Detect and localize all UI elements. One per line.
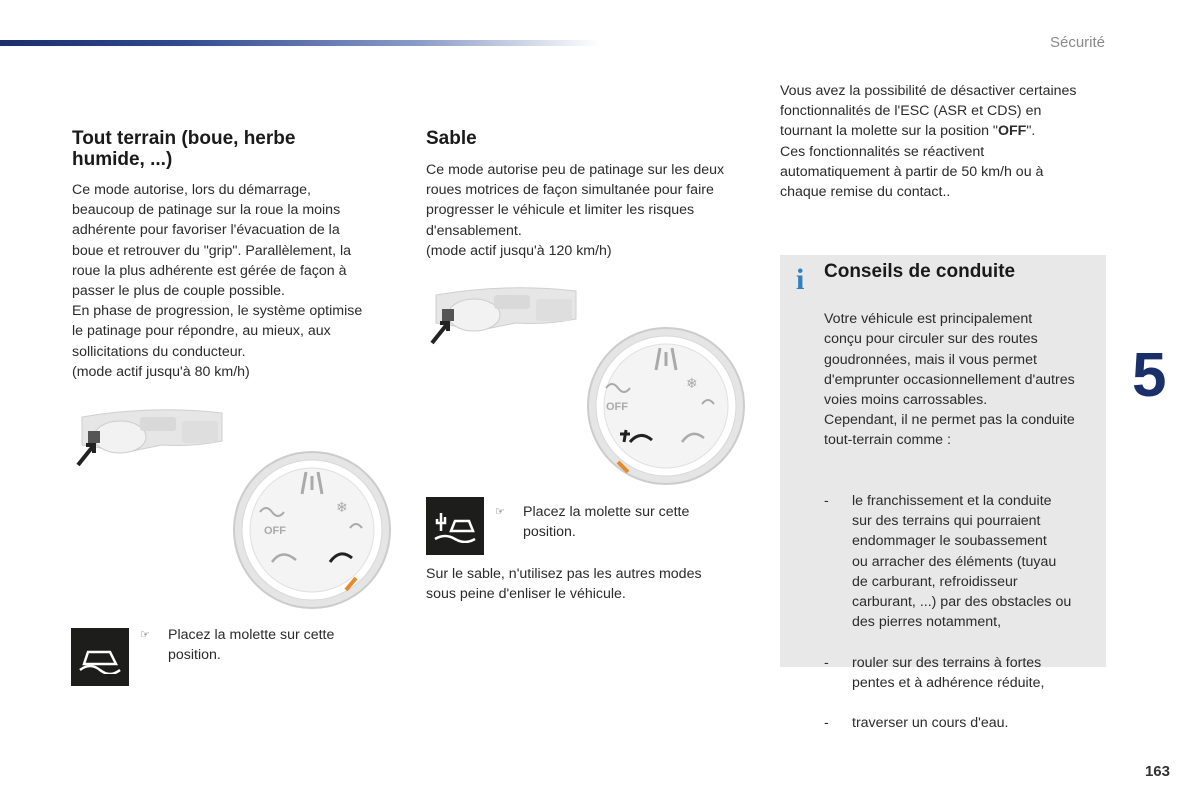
- svg-text:❄: ❄: [686, 375, 698, 391]
- mud-instruction-text: Placez la molette sur cette position.: [168, 627, 335, 664]
- esc-off-label: OFF: [997, 123, 1027, 140]
- dashboard-illustration-icon: [426, 283, 586, 348]
- svg-text:❄: ❄: [336, 499, 348, 515]
- sand-instruction: [495, 502, 755, 544]
- mud-mode-icon: [71, 628, 129, 686]
- sand-mode-icon: [426, 497, 484, 555]
- mud-section: [72, 128, 402, 382]
- mud-description: Ce mode autorise, lors du démarrage, beaucoup de patinage sur la roue la moins adhérente pour favoriser l'évacuation de la boue et retrouver du "grip". Parallèlement, la roue la plus adhérente est gérée de façon à passer le plus de couple possible. En phase de progression, le système optimise le patinage pour répondre, au mieux, aux sollicitations du conducteur. (mode actif jusqu'à 80 km/h): [72, 182, 363, 380]
- esc-intro-before: Vous avez la possibilité de désactiver certaines fonctionnalités de l'ESC (ASR et CDS) en tournant la molette sur la position ": [780, 83, 1077, 140]
- sand-instruction-text: Placez la molette sur cette position.: [523, 504, 690, 541]
- list-item-text: rouler sur des terrains à fortes pentes et à adhérence réduite,: [852, 654, 1045, 691]
- list-item-text: traverser un cours d'eau.: [852, 715, 1009, 732]
- list-item-text: le franchissement et la conduite sur des terrains qui pourraient endommager le soubassement ou arracher des éléments (tuyau de carburant, refroidisseur carburant, ...) par des obstacles ou des pierres notamment,: [852, 493, 1072, 631]
- section-title: Sécurité: [1049, 34, 1105, 51]
- sand-description: Ce mode autorise peu de patinage sur les deux roues motrices de façon simultanée pour faire progresser le véhicule et limiter les risques d'ensablement. (mode actif jusqu'à 120 km/h): [426, 162, 725, 259]
- tip-list: [824, 471, 1102, 754]
- sand-warning: Sur le sable, n'utilisez pas les autres modes sous peine d'enliser le véhicule.: [426, 566, 702, 603]
- esc-intro: [780, 81, 1120, 202]
- tip-body: [824, 289, 1102, 774]
- header-gradient-bar: [0, 40, 600, 46]
- dashboard-illustration-icon: [72, 405, 232, 470]
- tip-text: Votre véhicule est principalement conçu pour circuler sur des routes goudronnées, mais il vous permet d'emprunter occasionnellement d'autres voies moins carrossables. Cependant, il ne permet pas la conduite tout-terrain comme :: [824, 311, 1075, 449]
- list-dash: -: [824, 715, 829, 732]
- mud-title: Tout terrain (boue, herbe humide, ...): [72, 128, 296, 170]
- list-item: [824, 713, 1102, 733]
- list-dash: -: [824, 654, 829, 671]
- esc-intro-after: ". Ces fonctionnalités se réactivent automatiquement à partir de 50 km/h ou à chaque remise du contact..: [780, 123, 1044, 201]
- driving-tips-box: [780, 255, 1106, 732]
- sand-section: [426, 128, 766, 261]
- list-item: [824, 491, 1102, 632]
- sand-title: Sable: [426, 128, 477, 149]
- list-item: [824, 653, 1102, 693]
- chapter-number: 5: [1132, 341, 1167, 410]
- tip-title: Conseils de conduite: [824, 261, 1016, 282]
- pointer-icon: ☞: [140, 629, 150, 641]
- page-number: 163: [1144, 763, 1170, 780]
- list-dash: -: [824, 493, 829, 510]
- info-icon: i: [796, 263, 805, 296]
- mode-dial-mud-icon: [232, 450, 392, 610]
- dial-off-label: OFF: [606, 401, 628, 413]
- mud-instruction: [140, 625, 400, 667]
- dial-off-label: OFF: [264, 525, 286, 537]
- mode-dial-sand-icon: [586, 326, 746, 486]
- pointer-icon: ☞: [495, 506, 505, 518]
